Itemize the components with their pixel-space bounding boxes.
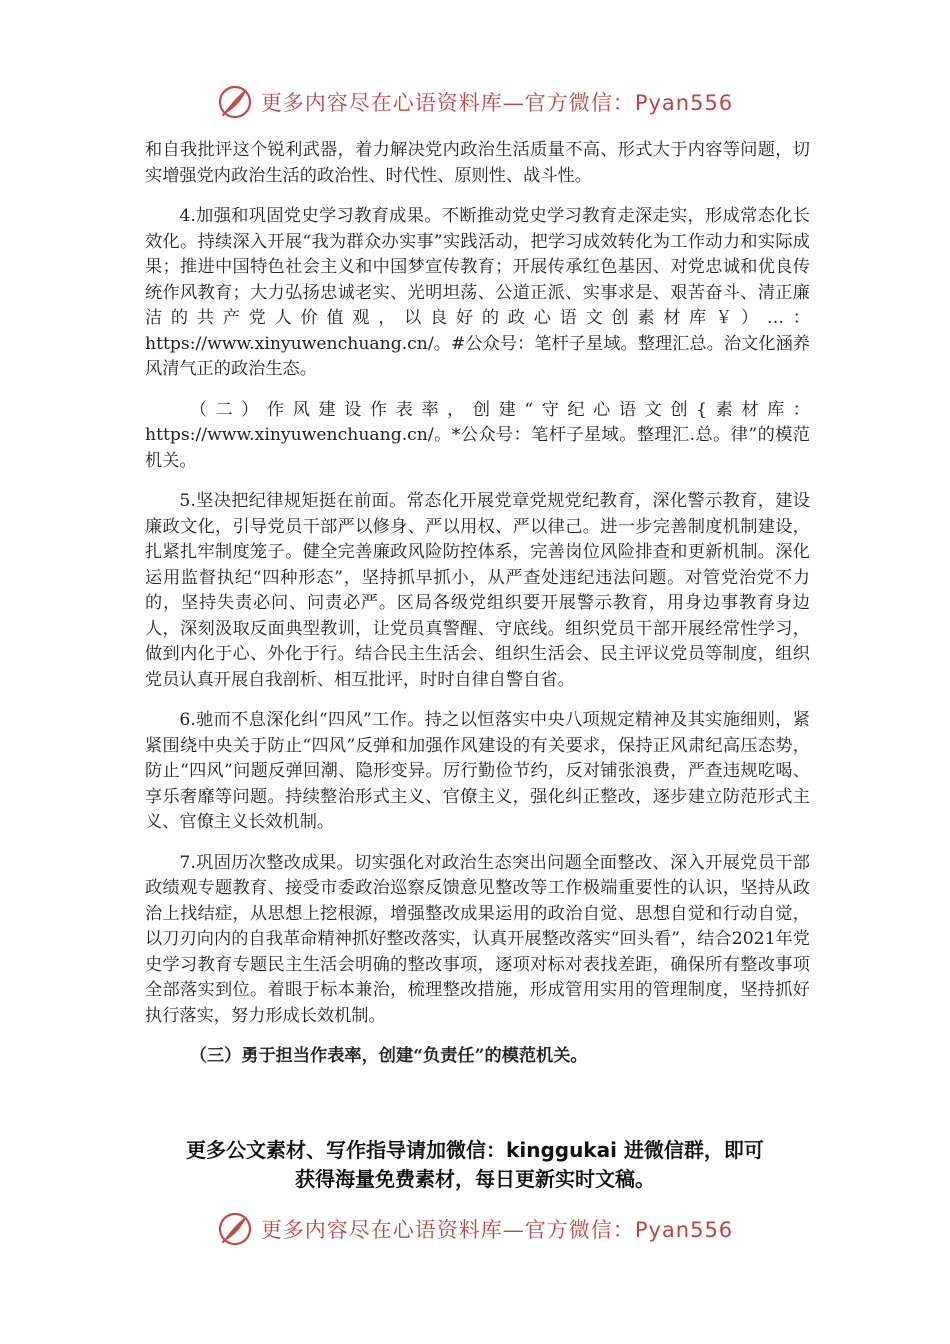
promo-line-2: 获得海量免费素材，每日更新实时文稿。 bbox=[295, 1167, 655, 1191]
header-banner-text: 更多内容尽在心语资料库—官方微信：Pyan556 bbox=[260, 91, 734, 115]
footer-banner-text: 更多内容尽在心语资料库—官方微信：Pyan556 bbox=[260, 1218, 734, 1242]
paragraph-item-5: 5.坚决把纪律规矩挺在前面。常态化开展党章党规党纪教育，深化警示教育，建设廉政文化，引导党员干部严以修身、严以用权、严以律己。进一步完善制度机制建设，扎紧扎牢制度笼子。健全完善廉政风险防控体系，完善岗位风险排查和更新机制。深化运用监督执纪“四种形态”，坚持抓早抓小，从严查处违纪违法问题。对管党治党不力的，坚持失责必问、问责必严。区局各级党组织要开展警示教育，用身边事教育身边人，深刻汲取反面典型教训，让党员真警醒、守底线。组织党员干部开展经常性学习，做到内化于心、外化于行。结合民主生活会、组织生活会、民主评议党员等制度，组织党员认真开展自我剖析、相互批评，时时自律自警自省。 bbox=[145, 491, 810, 690]
quill-pen-logo-icon bbox=[217, 1211, 253, 1247]
promo-block bbox=[100, 1136, 850, 1194]
paragraph-item-6: 6.驰而不息深化纠“四风”工作。持之以恒落实中央八项规定精神及其实施细则，紧紧围绕中央关于防止“四风”反弹和加强作风建设的有关要求，保持正风肃纪高压态势，防止“四风”问题反弹回潮、隐形变异。厉行勤俭节约，反对铺张浪费，严查违规吃喝、享乐奢靡等问题。持续整治形式主义、官僚主义，强化纠正整改，逐步建立防范形式主义、官僚主义长效机制。 bbox=[145, 710, 810, 832]
document-body bbox=[145, 138, 810, 1085]
header-banner bbox=[0, 82, 950, 122]
paragraph-item-7: 7.巩固历次整改成果。切实强化对政治生态突出问题全面整改、深入开展党员干部政绩观专题教育、接受市委政治巡察反馈意见整改等工作极端重要性的认识，坚持从政治上找结症，从思想上挖根源，增强整改成果运用的政治自觉、思想自觉和行动自觉，以刀刃向内的自我革命精神抓好整改落实，认真开展整改落实“回头看”，结合2021年党史学习教育专题民主生活会明确的整改事项，逐项对标对表找差距，确保所有整改事项全部落实到位。着眼于标本兼治，梳理整改措施，形成管用实用的管理制度，坚持抓好执行落实，努力形成长效机制。 bbox=[145, 852, 810, 1026]
promo-line-1: 更多公文素材、写作指导请加微信：kinggukai 进微信群，即可 bbox=[186, 1138, 764, 1162]
section-heading-2: （二）作风建设作表率，创建“守纪心语文创{素材库：https://www.xinyuwenchuang.cn/。*公众号：笔杆子星域。整理汇.总。律”的模范机关。 bbox=[145, 399, 810, 471]
quill-pen-logo-icon bbox=[217, 84, 253, 120]
paragraph-item-4: 4.加强和巩固党史学习教育成果。不断推动党史学习教育走深走实，形成常态化长效化。持续深入开展“我为群众办实事”实践活动，把学习成效转化为工作动力和实际成果；推进中国特色社会主义和中国梦宣传教育；开展传承红色基因、对党忠诚和优良传统作风教育；大力弘扬忠诚老实、光明坦荡、公道正派、实事求是、艰苦奋斗、清正廉洁的共产党人价值观，以良好的政心语文创素材库￥）…：https://www.xinyuwenchuang.cn/。#公众号：笔杆子星域。整理汇总。治文化涵养风清气正的政治生态。 bbox=[145, 206, 810, 379]
section-heading-3: （三）勇于担当作表率，创建“负责任”的模范机关。 bbox=[189, 1046, 588, 1066]
footer-banner bbox=[0, 1209, 950, 1249]
paragraph-continuation: 和自我批评这个锐利武器，着力解决党内政治生活质量不高、形式大于内容等问题，切实增强党内政治生活的政治性、时代性、原则性、战斗性。 bbox=[145, 140, 810, 186]
